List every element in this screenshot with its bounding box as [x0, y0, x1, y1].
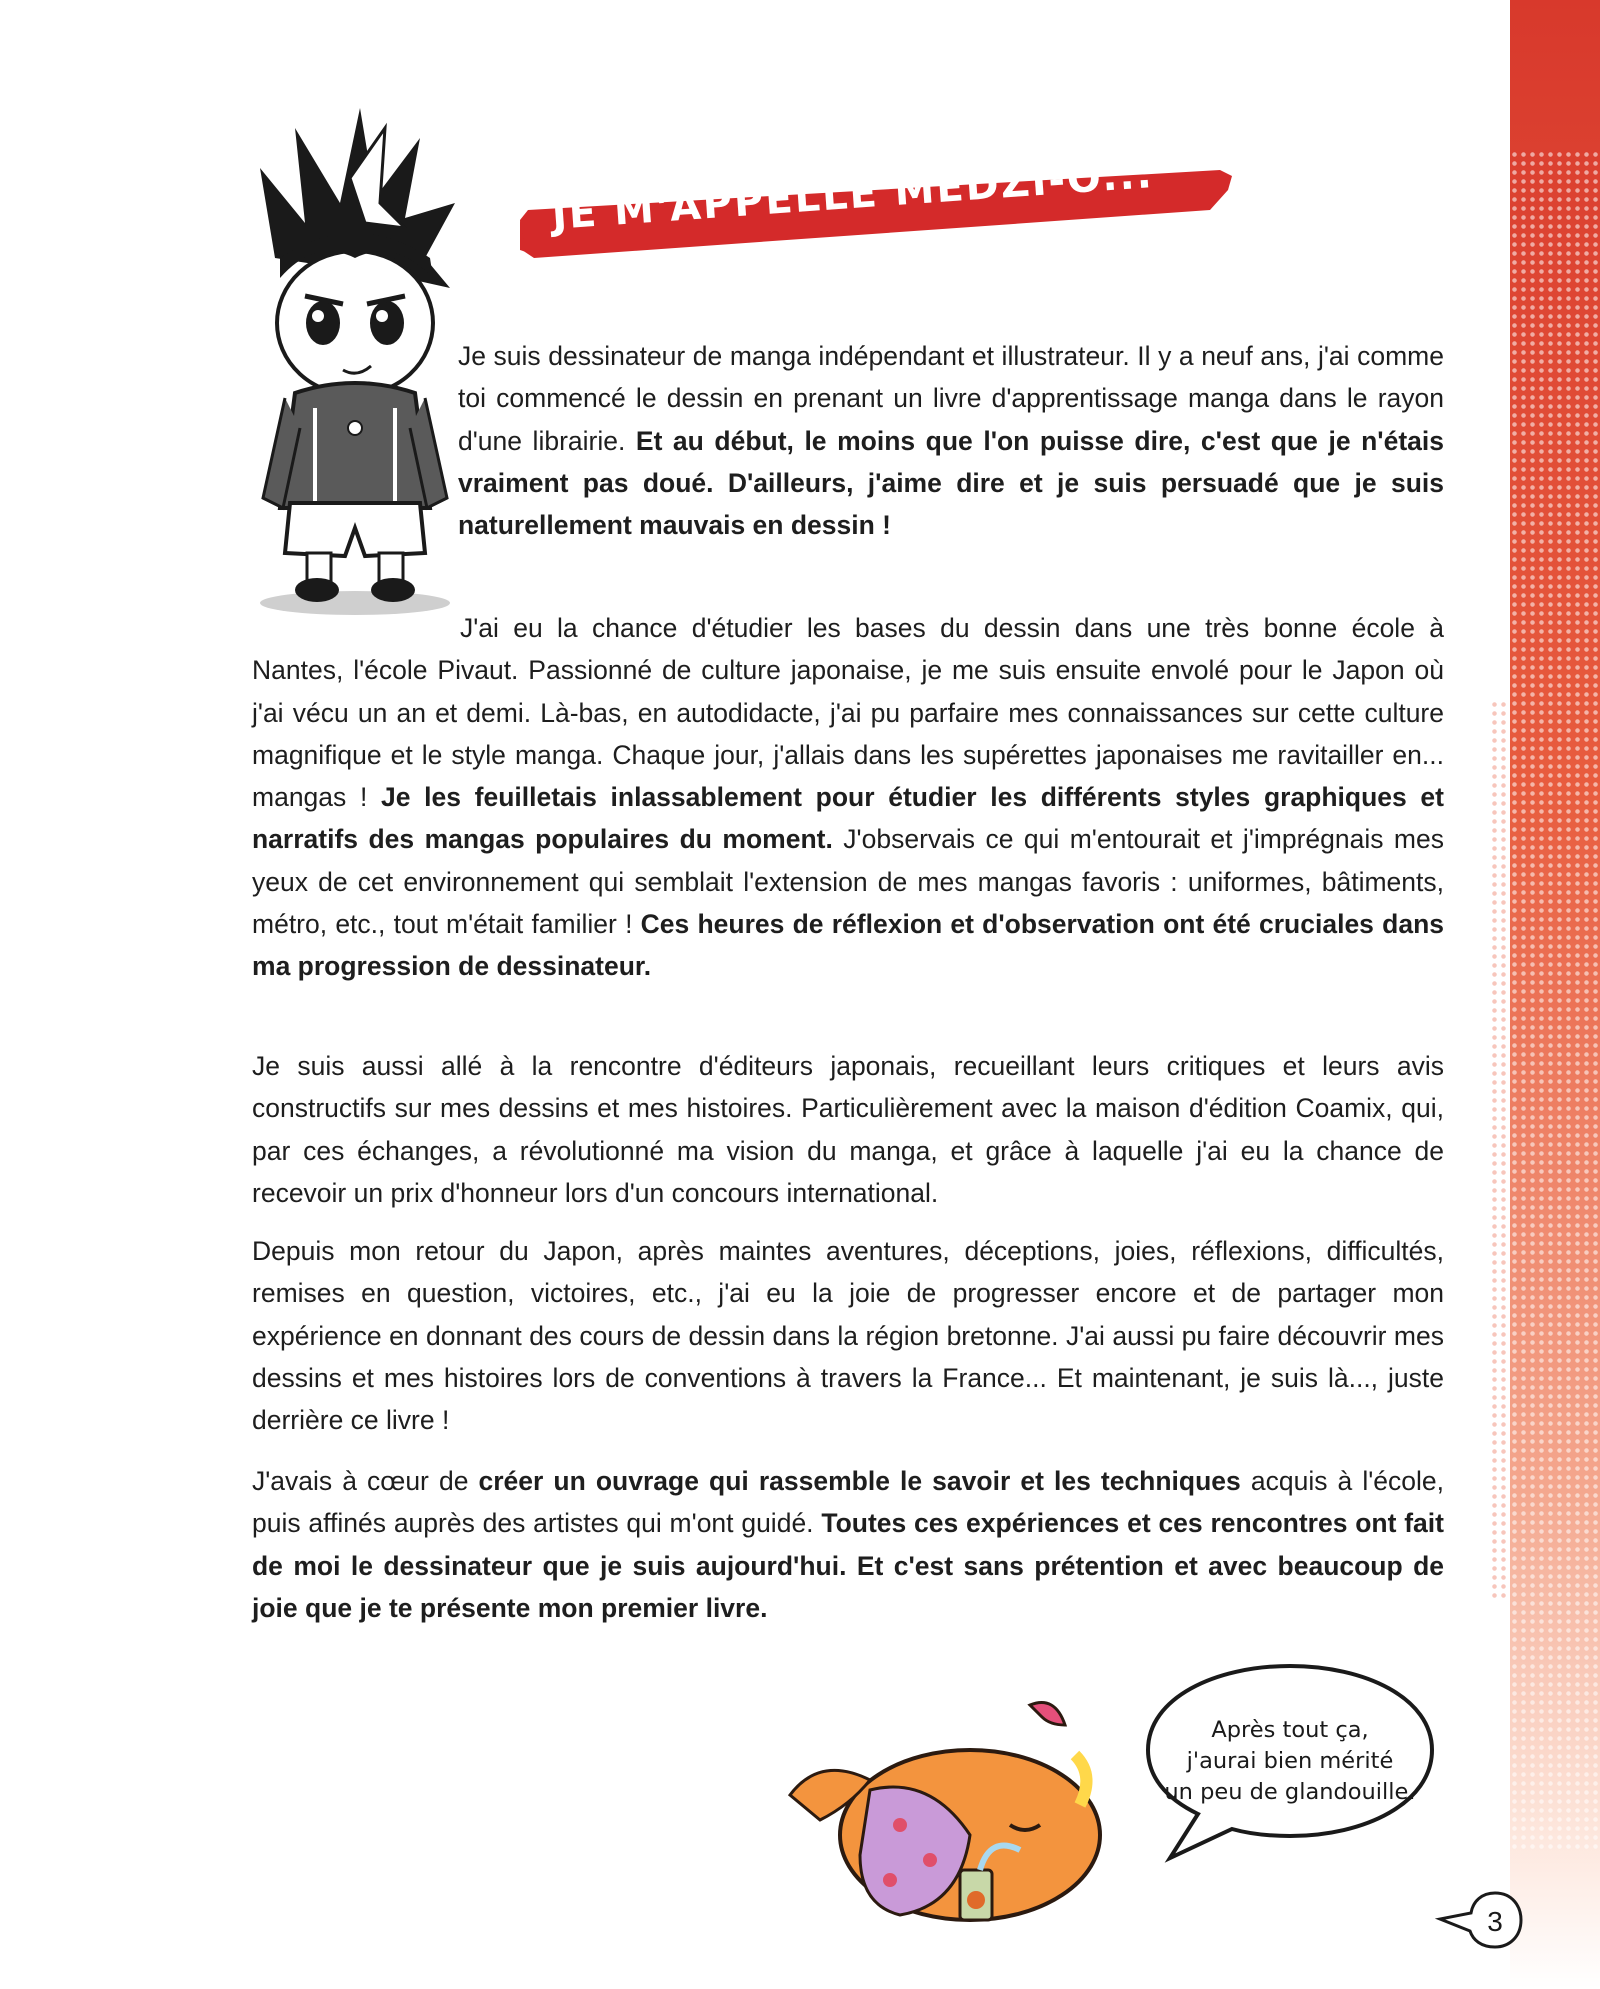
- page-title: JE M'APPELLE MEDZI-O...: [550, 151, 1155, 239]
- title-banner: [520, 151, 1232, 258]
- book-text-2: acquis à l'école, puis affinés auprès des artistes qui m'ont guidé.: [252, 1466, 1444, 1539]
- intro-text: Je suis dessinateur de manga indépendant et illustrateur. Il y a neuf ans, j'ai comme toi commencé le dessin en prenant un livre d'apprentissage manga dans le rayon d'une librairie.: [458, 341, 1444, 456]
- japan-text-1: J'ai eu la chance d'étudier les bases du dessin dans une très bonne école à Nantes, l'école Pivaut. Passionné de culture japonaise, je me suis ensuite envolé pour le Japon où j'ai vécu un an et demi. Là-bas, en autodidacte, j'ai pu parfaire mes connaissances sur cette culture magnifique et le style manga. Chaque jour, j'allais dans les supérettes japonaises me ravitailler en... mangas !: [252, 613, 1444, 813]
- side-halftone-fade: [1490, 700, 1510, 1600]
- publishers-paragraph: Je suis aussi allé à la rencontre d'éditeurs japonais, recueillant leurs critiques et leurs avis constructifs sur mes dessins et mes histoires. Particulièrement avec la maison d'édition Coamix, qui, par ces échanges, a révolutionné ma vision du manga, et grâce à laquelle j'ai eu la chance de recevoir un prix d'honneur lors d'un concours international.: [252, 1051, 1444, 1208]
- japan-text-2: J'observais ce qui m'entourait et j'imprégnais mes yeux de cet environnement qui semblait l'extension de mes mangas favoris : uniformes, bâtiments, métro, etc., tout m'était familier !: [252, 824, 1444, 940]
- speech-line-2: j'aurai bien mérité: [1186, 1748, 1394, 1774]
- japan-bold-1: Je les feuilletais inlassablement pour étudier les différents styles graphiques et narratifs des mangas populaires du moment.: [252, 782, 1444, 855]
- page-number: 3: [1487, 1906, 1503, 1937]
- book-bold-2: Toutes ces expériences et ces rencontres ont fait de moi le dessinateur que je suis aujourd'hui. Et c'est sans prétention et avec beaucoup de joie que je te présente mon premier livre.: [252, 1508, 1444, 1623]
- manga-boy-illustration: [255, 108, 460, 618]
- book-paragraph: [252, 1460, 1444, 1629]
- side-halftone-dots: [1510, 150, 1600, 1850]
- japan-paragraph: [252, 607, 1444, 988]
- book-bold-1: créer un ouvrage qui rassemble le savoir et les techniques: [478, 1466, 1241, 1496]
- intro-bold-text: Et au début, le moins que l'on puisse dire, c'est que je n'étais vraiment pas doué. D'ailleurs, j'aime dire et je suis persuadé que je suis naturellement mauvais en dessin !: [458, 425, 1444, 541]
- speech-line-3: un peu de glandouille.: [1164, 1779, 1416, 1805]
- intro-paragraph: [458, 335, 1444, 546]
- sleeping-creature-illustration: [780, 1685, 1110, 1935]
- speech-line-1: Après tout ça,: [1211, 1717, 1369, 1743]
- return-paragraph: Depuis mon retour du Japon, après maintes aventures, déceptions, joies, réflexions, difficultés, remises en question, victoires, etc., j'ai eu la joie de progresser encore et de partager mon expérience en donnant des cours de dessin dans la région bretonne. J'ai aussi pu faire découvrir mes dessins et mes histoires lors de conventions à travers la France... Et maintenant, je suis là..., juste derrière ce livre !: [252, 1236, 1444, 1436]
- speech-bubble-text: [1155, 1715, 1425, 1808]
- book-text-1: J'avais à cœur de: [252, 1466, 479, 1496]
- japan-bold-2: Ces heures de réflexion et d'observation ont été cruciales dans ma progression de dessinateur.: [252, 909, 1444, 982]
